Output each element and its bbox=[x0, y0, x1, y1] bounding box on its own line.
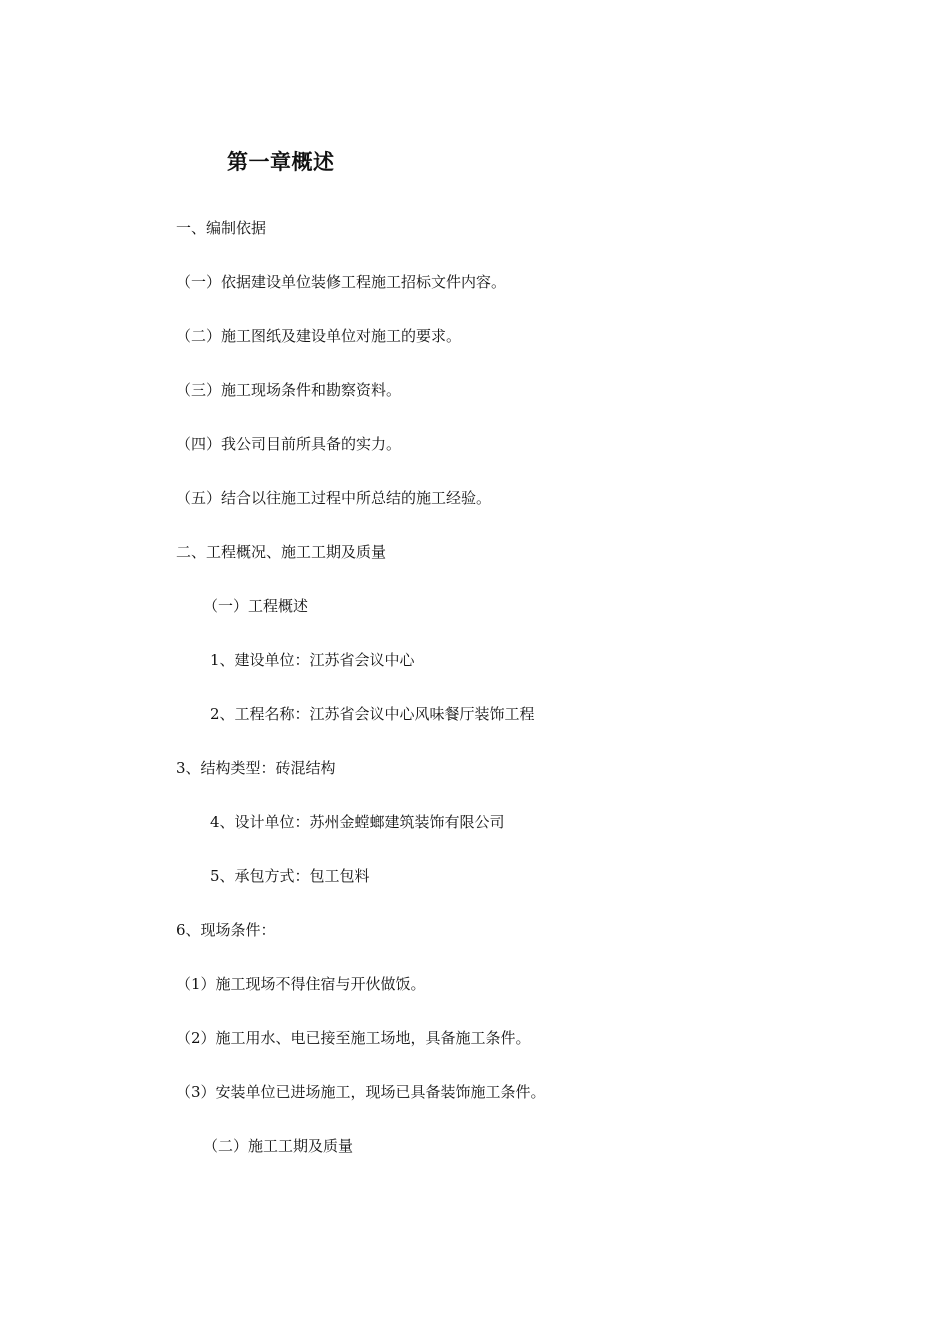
basis-item-3: （三）施工现场条件和勘察资料。 bbox=[176, 381, 402, 399]
chapter-title: 第一章概述 bbox=[227, 150, 335, 174]
overview-item-project-name: 2、工程名称：江苏省会议中心风味餐厅装饰工程 bbox=[210, 705, 535, 723]
overview-item-site-conditions: 6、现场条件： bbox=[176, 921, 276, 939]
site-condition-3: （3）安装单位已进场施工，现场已具备装饰施工条件。 bbox=[176, 1083, 546, 1101]
subsection-heading-overview: （一）工程概述 bbox=[203, 597, 309, 615]
basis-item-2: （二）施工图纸及建设单位对施工的要求。 bbox=[176, 327, 462, 345]
overview-item-designer: 4、设计单位：苏州金螳螂建筑装饰有限公司 bbox=[210, 813, 505, 831]
basis-item-1: （一）依据建设单位装修工程施工招标文件内容。 bbox=[176, 273, 507, 291]
site-condition-2: （2）施工用水、电已接至施工场地，具备施工条件。 bbox=[176, 1029, 531, 1047]
basis-item-5: （五）结合以往施工过程中所总结的施工经验。 bbox=[176, 489, 492, 507]
site-condition-1: （1）施工现场不得住宿与开伙做饭。 bbox=[176, 975, 426, 993]
basis-item-4: （四）我公司目前所具备的实力。 bbox=[176, 435, 402, 453]
section-heading-basis: 一、编制依据 bbox=[176, 219, 267, 237]
overview-item-contract: 5、承包方式：包工包料 bbox=[210, 867, 370, 885]
subsection-heading-schedule: （二）施工工期及质量 bbox=[203, 1137, 354, 1155]
section-heading-overview: 二、工程概况、施工工期及质量 bbox=[176, 543, 387, 561]
overview-item-client: 1、建设单位：江苏省会议中心 bbox=[210, 651, 415, 669]
overview-item-structure: 3、结构类型：砖混结构 bbox=[176, 759, 336, 777]
